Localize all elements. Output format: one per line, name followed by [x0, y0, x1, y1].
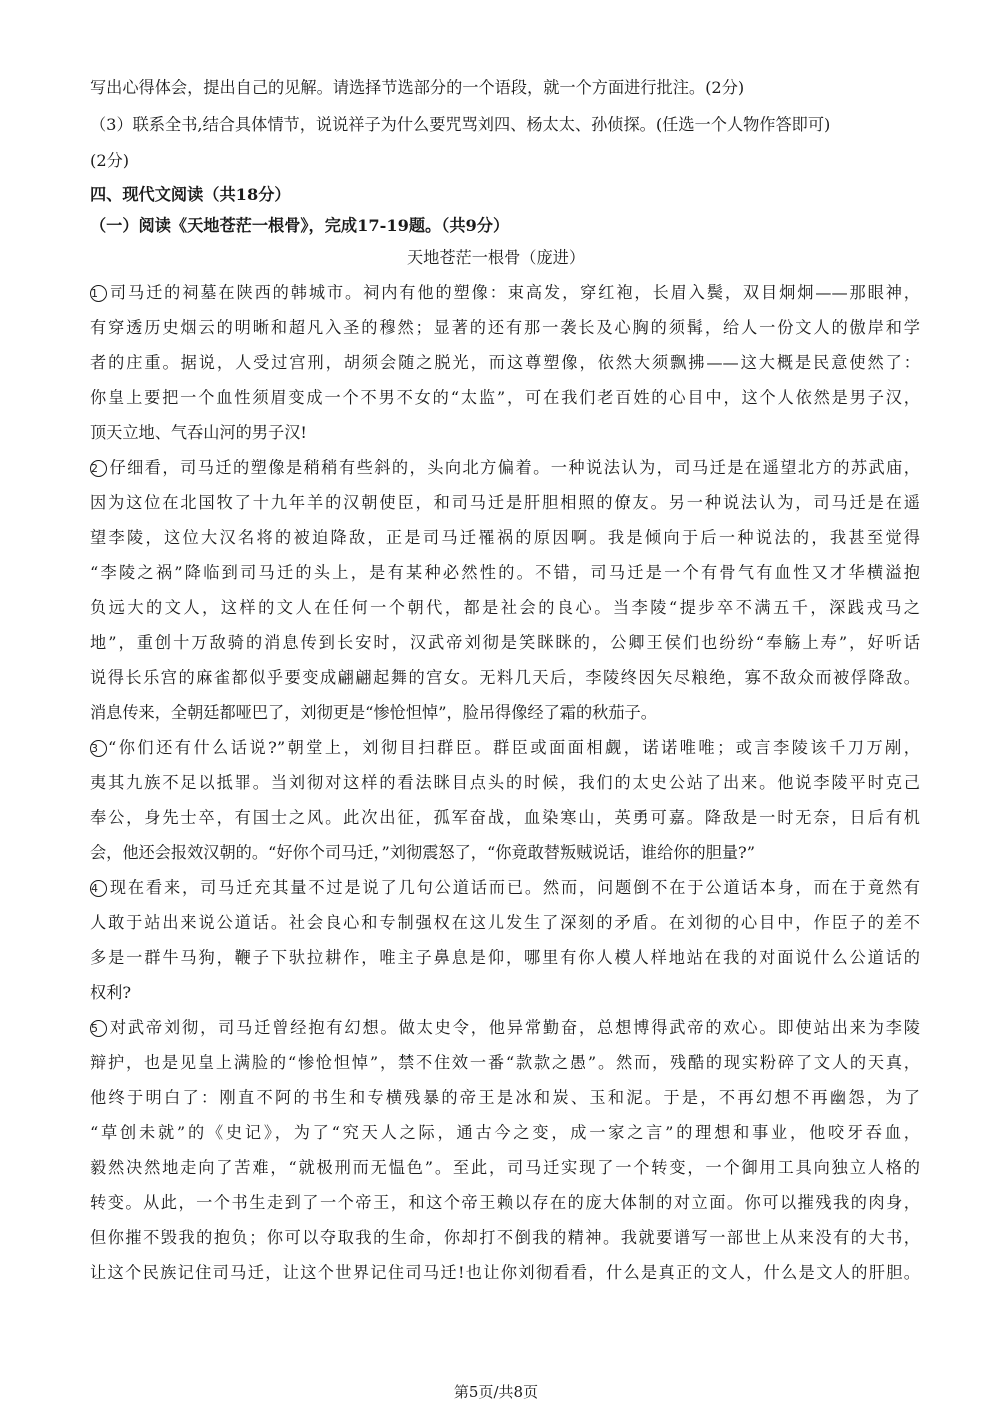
paragraph-line: 人敢于站出来说公道话。社会良心和专制强权在这儿发生了深刻的矛盾。在刘彻的心目中，作臣子的差不 [90, 913, 920, 932]
paragraph-number-3: 3 [90, 740, 107, 757]
paragraph-line: 权利? [90, 983, 132, 1002]
paragraph-number-1: 1 [90, 285, 107, 302]
paragraph-line: 望李陵，这位大汉名将的被迫降敌，正是司马迁罹祸的原因啊。我是倾向于后一种说法的，我甚至觉得 [90, 528, 920, 547]
page-number: 第5页/共8页 [453, 1383, 539, 1401]
paragraph-line: 者的庄重。据说，人受过宫刑，胡须会随之脱光，而这尊塑像，依然大须飘拂——这大概是民意使然了： [90, 353, 920, 372]
article-title: 天地苍茫一根骨（庞进） [406, 248, 586, 267]
question-3-score: (2分) [90, 151, 130, 170]
paragraph-line: 会，他还会报效汉朝的。“好你个司马迁，”刘彻震怒了，“你竟敢替叛贼说话，谁给你的胆量?” [90, 843, 755, 862]
paragraph-line: 让这个民族记住司马迁，让这个世界记住司马迁!也让你刘彻看看，什么是真正的文人，什么是文人的肝胆。 [90, 1263, 920, 1282]
paragraph-line: 有穿透历史烟云的明晰和超凡入圣的穆然；显著的还有那一袭长及心胸的须髯，给人一份文人的傲岸和学 [90, 318, 920, 337]
question-3: （3）联系全书,结合具体情节，说说祥子为什么要咒骂刘四、杨太太、孙侦探。(任选一个人物作答即可) [90, 115, 831, 134]
paragraph-line: 2 仔细看，司马迁的塑像是稍稍有些斜的，头向北方偏着。一种说法认为，司马迁是在遥望北方的苏武庙， [91, 458, 920, 477]
paragraph-line: 奉公，身先士卒，有国士之风。此次出征，孤军奋战，血染寒山，英勇可嘉。降敌是一时无奈，日后有机 [90, 808, 920, 827]
paragraph-number-2: 2 [90, 460, 107, 477]
paragraph-line: 5 对武帝刘彻，司马迁曾经抱有幻想。做太史令，他异常勤奋，总想博得武帝的欢心。即使站出来为李陵 [91, 1018, 920, 1037]
paragraph-line: 辩护，也是见皇上满脸的“惨怆怛悼”，禁不住效一番“款款之愚”。然而，残酷的现实粉碎了文人的天真， [90, 1053, 920, 1072]
paragraph-number-5: 5 [90, 1020, 107, 1037]
paragraph-line: 说得长乐宫的麻雀都似乎要变成翩翩起舞的宫女。无料几天后，李陵终因矢尽粮绝，寡不敌众而被俘降敌。 [90, 668, 920, 687]
paragraph-line: 顶天立地、气吞山河的男子汉! [90, 423, 307, 442]
paragraph-line: 消息传来，全朝廷都哑巴了，刘彻更是“惨怆怛悼”，脸吊得像经了霜的秋茄子。 [90, 703, 657, 722]
paragraph-line: 你皇上要把一个血性须眉变成一个不男不女的“太监”，可在我们老百姓的心目中，这个人依然是男子汉， [90, 388, 920, 407]
sub-heading: （一）阅读《天地苍茫一根骨》，完成17-19题。（共9分） [90, 216, 510, 235]
paragraph-line: 多是一群牛马狗，鞭子下驮拉耕作，唯主子鼻息是仰，哪里有你人模人样地站在我的对面说什么公道话的 [90, 948, 920, 967]
paragraph-line: 4 现在看来，司马迁充其量不过是说了几句公道话而已。然而，问题倒不在于公道话本身，而在于竟然有 [91, 878, 920, 897]
paragraph-line: “李陵之祸”降临到司马迁的头上，是有某种必然性的。不错，司马迁是一个有骨气有血性又才华横溢抱 [90, 563, 920, 582]
paragraph-line: 3 “你们还有什么话说?”朝堂上，刘彻目扫群臣。群臣或面面相觑，诺诺唯唯；或言李陵该千刀万剐， [91, 738, 920, 757]
paragraph-line: 他终于明白了：刚直不阿的书生和专横残暴的帝王是冰和炭、玉和泥。于是，不再幻想不再幽怨，为了 [90, 1088, 920, 1107]
paragraph-line: 1 司马迁的祠墓在陕西的韩城市。祠内有他的塑像：束高发，穿红袍，长眉入鬓，双目炯炯——那眼神， [91, 283, 920, 302]
paragraph-line: 夷其九族不足以抵罪。当刘彻对这样的看法眯目点头的时候，我们的太史公站了出来。他说李陵平时克己 [90, 773, 920, 792]
section-heading: 四、现代文阅读（共18分） [90, 185, 291, 204]
paragraph-number-4: 4 [90, 880, 107, 897]
paragraph-line: 毅然决然地走向了苦难，“就极刑而无愠色”。至此，司马迁实现了一个转变，一个御用工具向独立人格的 [90, 1158, 920, 1177]
paragraph-line: “草创未就”的《史记》，为了“究天人之际，通古今之变，成一家之言”的理想和事业，他咬牙吞血， [90, 1123, 920, 1142]
paragraph-line: 因为这位在北国牧了十九年羊的汉朝使臣，和司马迁是肝胆相照的僚友。另一种说法认为，司马迁是在遥 [90, 493, 920, 512]
paragraph-line: 负远大的文人，这样的文人在任何一个朝代，都是社会的良心。当李陵“提步卒不满五千，深践戎马之 [90, 598, 920, 617]
paragraph-line: 转变。从此，一个书生走到了一个帝王，和这个帝王赖以存在的庞大体制的对立面。你可以摧残我的肉身， [90, 1193, 920, 1212]
paragraph-line: 地”，重创十万敌骑的消息传到长安时，汉武帝刘彻是笑眯眯的，公卿王侯们也纷纷“奉觞上寿”，好听话 [90, 633, 920, 652]
paragraph-line: 但你摧不毁我的抱负；你可以夺取我的生命，你却打不倒我的精神。我就要谱写一部世上从来没有的大书， [90, 1228, 920, 1247]
question-text: 写出心得体会，提出自己的见解。请选择节选部分的一个语段，就一个方面进行批注。(2分) [90, 78, 745, 97]
